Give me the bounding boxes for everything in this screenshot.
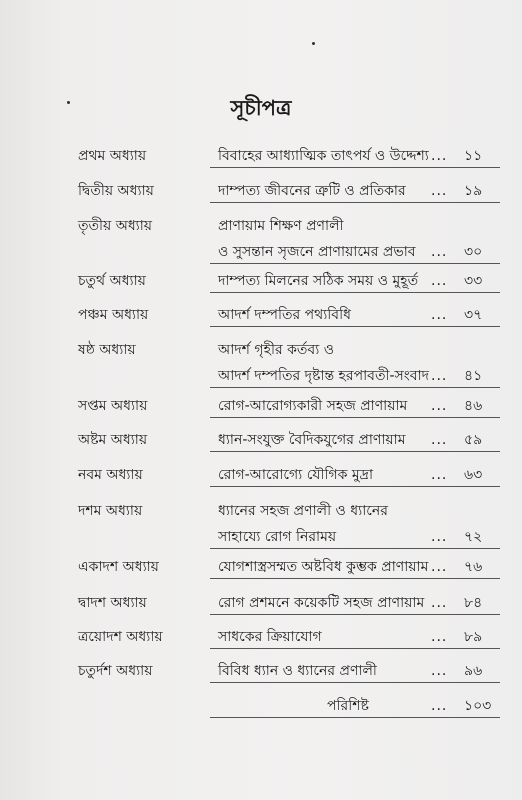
leader-dots: ... xyxy=(431,663,448,679)
page-number: ৫৯ xyxy=(464,432,483,448)
row-separator-line xyxy=(210,417,500,418)
leader-dots: ... xyxy=(431,183,448,199)
chapter-label: অষ্টম অধ্যায় xyxy=(78,432,148,448)
page-number: ৮৯ xyxy=(464,629,483,645)
leader-dots: ... xyxy=(431,432,448,448)
page-number: ৪১ xyxy=(464,368,483,384)
chapter-title-line: সাধকের ক্রিয়াযোগ xyxy=(218,629,322,645)
row-separator-line xyxy=(210,717,500,718)
chapter-title-line: ধ্যান-সংযুক্ত বৈদিকযুগের প্রাণায়াম xyxy=(218,432,406,448)
leader-dots: ... xyxy=(431,559,448,575)
page-number: ৭২ xyxy=(464,529,483,545)
row-separator-line xyxy=(210,578,500,579)
chapter-title-line: সাহায্যে রোগ নিরাময় xyxy=(218,529,337,545)
chapter-label: একাদশ অধ্যায় xyxy=(78,559,159,575)
chapter-label: দ্বিতীয় অধ্যায় xyxy=(78,183,154,199)
leader-dots: ... xyxy=(431,273,448,289)
leader-dots: ... xyxy=(431,148,448,164)
leader-dots: ... xyxy=(431,698,448,714)
row-separator-line xyxy=(210,387,500,388)
chapter-title-line: বিবিধ ধ্যান ও ধ্যানের প্রণালী xyxy=(218,663,377,679)
page-number: ১১ xyxy=(464,148,483,164)
chapter-title-line: আদর্শ দম্পতির দৃষ্টান্ত হরপাবতী-সংবাদ xyxy=(218,368,430,384)
row-separator-line xyxy=(210,326,500,327)
page-number: ৩৩ xyxy=(464,273,483,289)
page-number: ৮৪ xyxy=(464,595,483,611)
chapter-title-line: প্রাণায়াম শিক্ষণ প্রণালী xyxy=(218,218,344,234)
row-separator-line xyxy=(210,682,500,683)
page-number: ৬৩ xyxy=(464,467,483,483)
chapter-title-line: পরিশিষ্ট xyxy=(327,698,369,714)
page-number: ৭৬ xyxy=(464,559,483,575)
page-title: সূচীপত্র xyxy=(230,96,292,120)
chapter-title-line: রোগ-আরোগ্যকারী সহজ প্রাণায়াম xyxy=(218,398,408,414)
leader-dots: ... xyxy=(431,595,448,611)
row-separator-line xyxy=(210,614,500,615)
chapter-label: প্রথম অধ্যায় xyxy=(78,148,147,164)
row-separator-line xyxy=(210,292,500,293)
page-number: ১৯ xyxy=(464,183,483,199)
chapter-label: দশম অধ্যায় xyxy=(78,503,143,519)
chapter-label: তৃতীয় অধ্যায় xyxy=(78,218,153,234)
row-separator-line xyxy=(210,648,500,649)
chapter-label: চতুর্থ অধ্যায় xyxy=(78,273,146,289)
page-number: ১০৩ xyxy=(464,698,492,714)
page-number: ৩৭ xyxy=(464,307,483,323)
leader-dots: ... xyxy=(431,244,448,260)
chapter-title-line: যোগশাস্ত্রসম্মত অষ্টবিধ কুম্ভক প্রাণায়াম xyxy=(218,559,429,575)
chapter-title-line: রোগ প্রশমনে কয়েকটি সহজ প্রাণায়াম xyxy=(218,595,425,611)
chapter-title-line: রোগ-আরোগ্যে যৌগিক মুদ্রা xyxy=(218,467,374,483)
row-separator-line xyxy=(210,167,500,168)
page-number: ৯৬ xyxy=(464,663,483,679)
chapter-title-line: দাম্পত্য মিলনের সঠিক সময় ও মুহূর্ত xyxy=(218,273,419,289)
chapter-title-line: বিবাহের আধ্যাত্মিক তাৎপর্য ও উদ্দেশ্য xyxy=(218,148,429,164)
leader-dots: ... xyxy=(431,467,448,483)
leader-dots: ... xyxy=(431,629,448,645)
chapter-label: নবম অধ্যায় xyxy=(78,467,143,483)
row-separator-line xyxy=(210,202,500,203)
row-separator-line xyxy=(210,548,500,549)
chapter-title-line: আদর্শ গৃহীর কর্তব্য ও xyxy=(218,342,335,358)
page-number: ৪৬ xyxy=(464,398,483,414)
page-number: ৩০ xyxy=(464,244,483,260)
leader-dots: ... xyxy=(431,307,448,323)
chapter-label: ত্রয়োদশ অধ্যায় xyxy=(78,629,163,645)
row-separator-line xyxy=(210,263,500,264)
leader-dots: ... xyxy=(431,368,448,384)
chapter-label: দ্বাদশ অধ্যায় xyxy=(78,595,147,611)
chapter-label: ষষ্ঠ অধ্যায় xyxy=(78,342,136,358)
print-speck xyxy=(312,42,315,45)
chapter-title-line: ধ্যানের সহজ প্রণালী ও ধ্যানের xyxy=(218,503,388,519)
chapter-label: সপ্তম অধ্যায় xyxy=(78,398,148,414)
chapter-title-line: দাম্পত্য জীবনের ত্রুটি ও প্রতিকার xyxy=(218,183,406,199)
leader-dots: ... xyxy=(431,529,448,545)
leader-dots: ... xyxy=(431,398,448,414)
chapter-title-line: ও সুসন্তান সৃজনে প্রাণায়ামের প্রভাব xyxy=(218,244,416,260)
row-separator-line xyxy=(210,486,500,487)
chapter-label: পঞ্চম অধ্যায় xyxy=(78,307,149,323)
chapter-title-line: আদর্শ দম্পতির পথ্যবিধি xyxy=(218,307,351,323)
row-separator-line xyxy=(210,451,500,452)
chapter-label: চতুর্দশ অধ্যায় xyxy=(78,663,153,679)
